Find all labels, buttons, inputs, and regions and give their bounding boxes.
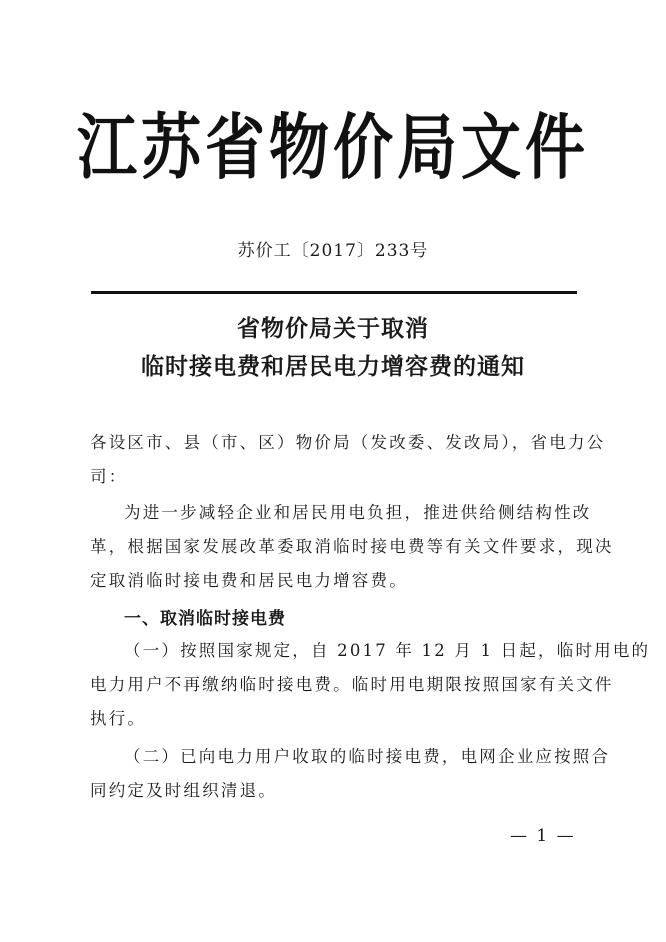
- intro-line-1: 为进一步减轻企业和居民用电负担，推进供给侧结构性改: [124, 503, 592, 522]
- page-number: — 1 —: [510, 826, 576, 846]
- section-1-item-1-line-1: （一）按照国家规定，自 2017 年 12 月 1 日起，临时用电的: [124, 641, 651, 660]
- addressee-line-1: 各设区市、县（市、区）物价局（发改委、发改局），省电力公: [90, 433, 606, 452]
- intro-line-2: 革，根据国家发展改革委取消临时接电费等有关文件要求，现决: [90, 537, 614, 556]
- section-1-item-2-line-2: 同约定及时组织清退。: [90, 781, 277, 800]
- addressee-line-2: 司：: [90, 467, 128, 486]
- section-1-heading: 一、取消临时接电费: [124, 609, 286, 629]
- section-1-item-1-line-3: 执行。: [90, 709, 147, 728]
- document-title-line-2: 临时接电费和居民电力增容费的通知: [141, 354, 525, 380]
- header-divider: [91, 291, 577, 294]
- document-number: 苏价工〔2017〕233号: [237, 241, 429, 261]
- intro-line-3: 定取消临时接电费和居民电力增容费。: [90, 571, 408, 590]
- section-1-item-2-line-1: （二）已向电力用户收取的临时接电费，电网企业应按照合: [124, 747, 611, 766]
- section-1-item-1-line-2: 电力用户不再缴纳临时接电费。临时用电期限按照国家有关文件: [90, 675, 614, 694]
- issuer-header: 江苏省物价局文件: [77, 107, 589, 190]
- document-title-line-1: 省物价局关于取消: [237, 316, 429, 342]
